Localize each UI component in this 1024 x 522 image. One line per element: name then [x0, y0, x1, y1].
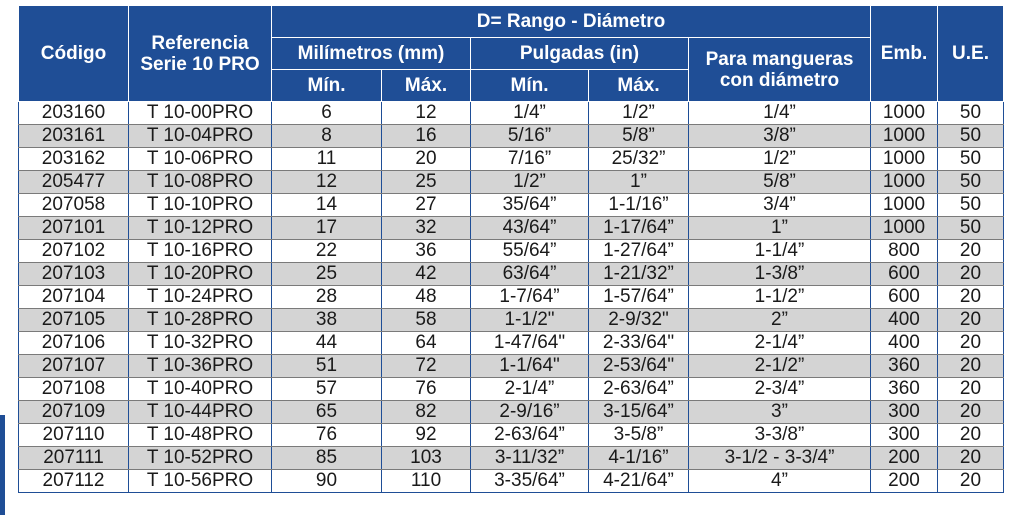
cell-ue: 50: [938, 217, 1004, 240]
cell-mm-min: 11: [272, 148, 382, 171]
cell-referencia: T 10-56PRO: [129, 470, 272, 493]
cell-mm-max: 20: [382, 148, 471, 171]
header-mm-min: Mín.: [272, 70, 382, 102]
header-in-max: Máx.: [589, 70, 689, 102]
cell-in-min: 2-1/4”: [471, 378, 589, 401]
header-mangueras: Para mangueras con diámetro: [689, 38, 871, 102]
cell-emb: 360: [871, 378, 938, 401]
table-row: [19, 309, 1004, 332]
cell-referencia: T 10-28PRO: [129, 309, 272, 332]
cell-mm-min: 65: [272, 401, 382, 424]
cell-manguera: 2-1/2”: [689, 355, 871, 378]
cell-in-max: 1-1/16”: [589, 194, 689, 217]
cell-referencia: T 10-00PRO: [129, 102, 272, 125]
header-ue: U.E.: [938, 6, 1004, 102]
table-row: [19, 102, 1004, 125]
cell-manguera: 3”: [689, 401, 871, 424]
cell-codigo: 207112: [19, 470, 129, 493]
cell-manguera: 4”: [689, 470, 871, 493]
cell-emb: 200: [871, 470, 938, 493]
cell-mm-min: 57: [272, 378, 382, 401]
cell-ue: 20: [938, 332, 1004, 355]
cell-referencia: T 10-32PRO: [129, 332, 272, 355]
cell-ue: 20: [938, 470, 1004, 493]
cell-codigo: 207110: [19, 424, 129, 447]
cell-ue: 20: [938, 401, 1004, 424]
cell-mm-max: 16: [382, 125, 471, 148]
cell-in-min: 1-1/64": [471, 355, 589, 378]
cell-emb: 1000: [871, 217, 938, 240]
cell-referencia: T 10-06PRO: [129, 148, 272, 171]
cell-emb: 600: [871, 263, 938, 286]
cell-mm-min: 44: [272, 332, 382, 355]
cell-in-min: 1-1/2": [471, 309, 589, 332]
cell-in-max: 1/2”: [589, 102, 689, 125]
cell-in-max: 2-33/64": [589, 332, 689, 355]
cell-emb: 1000: [871, 125, 938, 148]
cell-in-min: 7/16”: [471, 148, 589, 171]
cell-in-min: 35/64”: [471, 194, 589, 217]
cell-codigo: 203161: [19, 125, 129, 148]
table-row: [19, 217, 1004, 240]
cell-codigo: 207102: [19, 240, 129, 263]
cell-manguera: 1-1/2”: [689, 286, 871, 309]
header-referencia: Referencia Serie 10 PRO: [129, 6, 272, 102]
cell-manguera: 1/4”: [689, 102, 871, 125]
table-row: [19, 194, 1004, 217]
cell-in-min: 1-47/64": [471, 332, 589, 355]
cell-codigo: 207108: [19, 378, 129, 401]
cell-manguera: 1/2”: [689, 148, 871, 171]
cell-codigo: 207058: [19, 194, 129, 217]
table-row: [19, 470, 1004, 493]
cell-ue: 20: [938, 355, 1004, 378]
table-row: [19, 148, 1004, 171]
header-rango: D= Rango - Diámetro: [272, 6, 871, 38]
cell-mm-min: 6: [272, 102, 382, 125]
cell-in-min: 63/64”: [471, 263, 589, 286]
cell-mm-min: 22: [272, 240, 382, 263]
table-row: [19, 355, 1004, 378]
cell-manguera: 3-3/8”: [689, 424, 871, 447]
cell-manguera: 5/8”: [689, 171, 871, 194]
cell-in-max: 1-27/64”: [589, 240, 689, 263]
table-row: [19, 378, 1004, 401]
cell-in-max: 4-21/64”: [589, 470, 689, 493]
cell-mm-max: 32: [382, 217, 471, 240]
cell-in-max: 25/32”: [589, 148, 689, 171]
table-row: [19, 171, 1004, 194]
cell-emb: 400: [871, 309, 938, 332]
table-row: [19, 240, 1004, 263]
cell-mm-max: 42: [382, 263, 471, 286]
cell-codigo: 207107: [19, 355, 129, 378]
cell-referencia: T 10-12PRO: [129, 217, 272, 240]
cell-mm-max: 27: [382, 194, 471, 217]
cell-ue: 50: [938, 194, 1004, 217]
cell-in-max: 2-9/32": [589, 309, 689, 332]
cell-mm-min: 14: [272, 194, 382, 217]
cell-in-max: 3-15/64”: [589, 401, 689, 424]
cell-in-min: 1/4”: [471, 102, 589, 125]
cell-mm-max: 72: [382, 355, 471, 378]
table-row: [19, 447, 1004, 470]
cell-ue: 50: [938, 102, 1004, 125]
cell-emb: 200: [871, 447, 938, 470]
header-in-min: Mín.: [471, 70, 589, 102]
cell-mm-min: 17: [272, 217, 382, 240]
cell-in-max: 1”: [589, 171, 689, 194]
table-row: [19, 401, 1004, 424]
cell-referencia: T 10-20PRO: [129, 263, 272, 286]
cell-referencia: T 10-10PRO: [129, 194, 272, 217]
table-row: [19, 424, 1004, 447]
cell-mm-max: 103: [382, 447, 471, 470]
cell-mm-max: 64: [382, 332, 471, 355]
table-row: [19, 125, 1004, 148]
cell-codigo: 207105: [19, 309, 129, 332]
cell-referencia: T 10-44PRO: [129, 401, 272, 424]
cell-ue: 20: [938, 309, 1004, 332]
cell-mm-min: 51: [272, 355, 382, 378]
cell-mm-min: 28: [272, 286, 382, 309]
cell-mm-min: 25: [272, 263, 382, 286]
cell-in-min: 5/16”: [471, 125, 589, 148]
cell-referencia: T 10-24PRO: [129, 286, 272, 309]
cell-ue: 50: [938, 125, 1004, 148]
cell-in-min: 2-63/64”: [471, 424, 589, 447]
cell-referencia: T 10-48PRO: [129, 424, 272, 447]
cell-mm-min: 38: [272, 309, 382, 332]
cell-in-max: 3-5/8”: [589, 424, 689, 447]
cell-mm-min: 85: [272, 447, 382, 470]
cell-emb: 400: [871, 332, 938, 355]
cell-ue: 50: [938, 171, 1004, 194]
cell-in-max: 1-21/32”: [589, 263, 689, 286]
cell-in-max: 4-1/16”: [589, 447, 689, 470]
cell-codigo: 207111: [19, 447, 129, 470]
cell-emb: 1000: [871, 171, 938, 194]
cell-mm-min: 12: [272, 171, 382, 194]
cell-mm-max: 25: [382, 171, 471, 194]
cell-emb: 1000: [871, 194, 938, 217]
table-header: [19, 6, 1004, 102]
cell-in-max: 2-53/64": [589, 355, 689, 378]
cell-in-min: 55/64”: [471, 240, 589, 263]
cell-mm-max: 36: [382, 240, 471, 263]
cell-referencia: T 10-52PRO: [129, 447, 272, 470]
cell-manguera: 1-1/4”: [689, 240, 871, 263]
cell-mm-max: 76: [382, 378, 471, 401]
cell-referencia: T 10-04PRO: [129, 125, 272, 148]
cell-referencia: T 10-16PRO: [129, 240, 272, 263]
cell-emb: 360: [871, 355, 938, 378]
cell-manguera: 3/4”: [689, 194, 871, 217]
table-body: [19, 102, 1004, 493]
cell-ue: 20: [938, 378, 1004, 401]
cell-referencia: T 10-08PRO: [129, 171, 272, 194]
cell-codigo: 207101: [19, 217, 129, 240]
cell-mm-max: 92: [382, 424, 471, 447]
cell-mm-min: 76: [272, 424, 382, 447]
cell-ue: 20: [938, 240, 1004, 263]
cell-emb: 300: [871, 424, 938, 447]
cell-codigo: 205477: [19, 171, 129, 194]
cell-in-max: 1-57/64”: [589, 286, 689, 309]
cell-mm-max: 110: [382, 470, 471, 493]
cell-referencia: T 10-36PRO: [129, 355, 272, 378]
left-accent-bar: [0, 415, 5, 515]
cell-in-min: 3-11/32”: [471, 447, 589, 470]
cell-codigo: 207103: [19, 263, 129, 286]
cell-mm-max: 48: [382, 286, 471, 309]
cell-ue: 20: [938, 424, 1004, 447]
cell-manguera: 1-3/8”: [689, 263, 871, 286]
cell-ue: 50: [938, 148, 1004, 171]
cell-ue: 20: [938, 286, 1004, 309]
cell-mm-max: 58: [382, 309, 471, 332]
cell-manguera: 2-1/4”: [689, 332, 871, 355]
cell-in-min: 2-9/16”: [471, 401, 589, 424]
cell-mm-min: 90: [272, 470, 382, 493]
cell-emb: 1000: [871, 102, 938, 125]
cell-codigo: 203160: [19, 102, 129, 125]
cell-codigo: 207104: [19, 286, 129, 309]
product-spec-table: [18, 5, 1004, 493]
cell-mm-max: 82: [382, 401, 471, 424]
table-row: [19, 332, 1004, 355]
cell-codigo: 207106: [19, 332, 129, 355]
cell-in-max: 5/8”: [589, 125, 689, 148]
cell-in-min: 1-7/64”: [471, 286, 589, 309]
header-mm-max: Máx.: [382, 70, 471, 102]
cell-mm-min: 8: [272, 125, 382, 148]
cell-emb: 600: [871, 286, 938, 309]
cell-manguera: 1”: [689, 217, 871, 240]
cell-manguera: 2”: [689, 309, 871, 332]
cell-in-min: 43/64”: [471, 217, 589, 240]
cell-emb: 300: [871, 401, 938, 424]
cell-emb: 800: [871, 240, 938, 263]
cell-manguera: 3/8”: [689, 125, 871, 148]
cell-manguera: 2-3/4”: [689, 378, 871, 401]
header-pulgadas: Pulgadas (in): [471, 38, 689, 70]
cell-in-max: 1-17/64”: [589, 217, 689, 240]
cell-mm-max: 12: [382, 102, 471, 125]
cell-codigo: 203162: [19, 148, 129, 171]
cell-in-min: 1/2”: [471, 171, 589, 194]
header-emb: Emb.: [871, 6, 938, 102]
cell-ue: 20: [938, 263, 1004, 286]
cell-referencia: T 10-40PRO: [129, 378, 272, 401]
header-milimetros: Milímetros (mm): [272, 38, 471, 70]
cell-emb: 1000: [871, 148, 938, 171]
cell-manguera: 3-1/2 - 3-3/4”: [689, 447, 871, 470]
table-row: [19, 263, 1004, 286]
table-row: [19, 286, 1004, 309]
cell-in-max: 2-63/64”: [589, 378, 689, 401]
header-codigo: Código: [19, 6, 129, 102]
cell-ue: 20: [938, 447, 1004, 470]
cell-codigo: 207109: [19, 401, 129, 424]
cell-in-min: 3-35/64”: [471, 470, 589, 493]
